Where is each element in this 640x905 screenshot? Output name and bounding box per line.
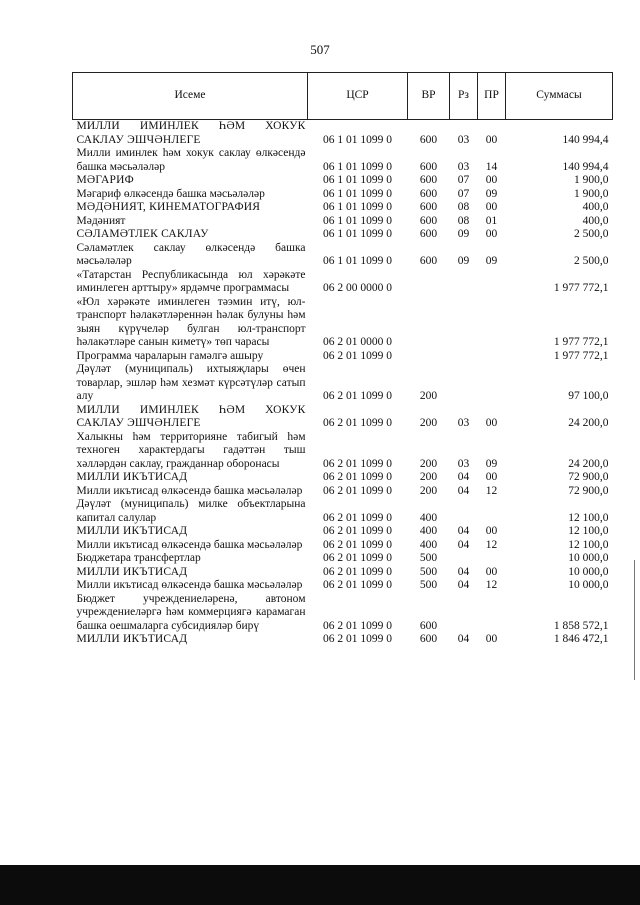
table-row [73,201,613,215]
cell-pr [478,498,506,525]
table-row [73,188,613,202]
scan-bottom-border [0,865,640,905]
cell-pr: 00 [485,633,498,645]
cell-vr: 400 [419,525,438,537]
cell-pr [478,363,506,404]
cell-pr: 00 [485,565,498,578]
cell-name: МИЛЛИ ИКЪТИСАД [76,525,188,537]
cell-sum: 10 000,0 [568,565,609,578]
cell-sum: 1 977 772,1 [553,336,609,348]
cell-rz [450,552,478,566]
cell-sum: 1 900,0 [574,187,609,200]
cell-csr: 06 2 01 1099 0 [323,579,392,591]
table-row [73,579,613,593]
cell-vr: 200 [419,390,438,402]
cell-name: Сәламәтлек саклау өлкәсендә башка мәсьәләләр [76,241,306,267]
cell-vr: 200 [419,484,438,497]
cell-sum: 140 994,4 [562,160,609,173]
header-rz: Рз [450,73,478,120]
cell-rz: 04 [457,484,470,497]
cell-sum: 2 500,0 [574,228,609,240]
cell-vr: 200 [419,457,438,470]
cell-rz: 04 [457,525,470,537]
cell-rz: 03 [457,417,470,429]
cell-sum: 24 200,0 [568,457,609,470]
cell-sum: 400,0 [582,201,609,213]
table-row [73,539,613,553]
page-number: 507 [310,42,330,57]
cell-csr: 06 1 01 1099 0 [323,187,392,200]
cell-vr: 600 [419,619,438,632]
cell-pr: 09 [485,187,498,200]
cell-sum: 1 900,0 [574,174,609,186]
cell-pr: 12 [485,538,498,551]
cell-csr: 06 1 01 1099 0 [323,228,392,240]
cell-name: Халыкны һәм территорияне табигый һәм техноген характердагы гадәттән тыш хәлләрдән саклау, гражданнар оборонасы [76,430,306,470]
cell-vr: 600 [419,201,438,213]
table-row [73,363,613,404]
cell-sum: 1 858 572,1 [553,619,609,632]
cell-name: «Татарстан Республикасында юл хәрәкәте иминлеген арттыру» ярдәмче программасы [76,268,306,294]
table-row [73,498,613,525]
cell-sum: 1 977 772,1 [553,349,609,362]
header-pr: ПР [478,73,506,120]
cell-rz [450,363,478,404]
cell-name: МӘДӘНИЯТ, КИНЕМАТОГРАФИЯ [76,201,261,213]
cell-pr [478,552,506,566]
cell-name: Мәдәният [76,214,126,227]
cell-sum: 72 900,0 [568,471,609,483]
cell-rz: 04 [457,633,470,645]
cell-vr: 600 [419,160,438,173]
cell-pr: 00 [485,201,498,213]
table-row [73,566,613,580]
cell-rz: 09 [457,228,470,240]
cell-vr: 400 [419,538,438,551]
cell-sum: 12 100,0 [568,511,609,524]
cell-name: Дәүләт (муниципаль) милке объектларына капитал салулар [76,498,306,524]
cell-pr: 12 [485,484,498,497]
table-row [73,147,613,174]
table-row [73,404,613,431]
cell-rz [450,593,478,634]
cell-csr: 06 1 01 1099 0 [323,201,392,213]
cell-name: «Юл хәрәкәте иминлеген тәэмин итү, юл-транспорт һәлакәтләреннән һәлак булуны һәм зыян күрүчеләр булган юл-транспорт һәлакәтләре санын киметү» төп чарасы [76,295,306,348]
table-row [73,269,613,296]
cell-rz [450,350,478,364]
cell-sum: 400,0 [582,214,609,227]
cell-rz: 07 [457,174,470,186]
cell-name: Бюджет учреждениеләренә, автоном учреждениеләргә һәм коммерциягә карамаган башка оешмаларга субсидияләр бирү [76,592,306,632]
table-row [73,471,613,485]
scan-edge-mark [634,560,635,680]
header-name: Исеме [73,73,308,120]
cell-rz [450,498,478,525]
cell-csr: 06 1 01 1099 0 [323,160,392,173]
cell-pr [478,350,506,364]
cell-sum: 2 500,0 [574,255,609,267]
cell-rz [450,269,478,296]
cell-vr: 500 [419,552,438,564]
cell-rz: 08 [457,214,470,227]
table-row [73,174,613,188]
cell-name: МӘГАРИФ [76,174,134,186]
cell-pr: 00 [485,417,498,429]
cell-name: МИЛЛИ ИКЪТИСАД [76,565,188,578]
cell-sum: 1 977 772,1 [553,282,609,294]
cell-pr: 00 [485,133,498,146]
table-row [73,431,613,472]
cell-name: Дәүләт (муниципаль) ихтыяҗлары өчен товарлар, эшләр һәм хезмәт күрсәтүләр сатып алу [76,363,306,402]
cell-csr: 06 2 01 0000 0 [323,336,392,348]
table-row [73,525,613,539]
cell-vr [408,350,450,364]
cell-vr: 500 [419,579,438,591]
table-body [73,120,613,647]
cell-name: МИЛЛИ ИКЪТИСАД [76,633,188,645]
cell-name: Мәгариф өлкәсендә башка мәсьәләләр [76,187,265,200]
cell-pr [478,296,506,350]
cell-rz: 03 [457,457,470,470]
cell-rz [450,296,478,350]
cell-rz: 09 [457,255,470,267]
cell-vr [408,296,450,350]
cell-name: Бюджетара трансфертлар [76,552,201,564]
cell-vr: 600 [419,133,438,146]
cell-sum: 1 846 472,1 [553,633,609,645]
cell-csr: 06 2 01 1099 0 [323,457,392,470]
cell-vr: 600 [419,174,438,186]
header-vr: ВР [408,73,450,120]
table-row [73,296,613,350]
cell-pr: 00 [485,174,498,186]
cell-name: МИЛЛИ ИКЪТИСАД [76,471,188,483]
cell-vr: 600 [419,633,438,645]
cell-sum: 24 200,0 [568,417,609,429]
cell-rz: 08 [457,201,470,213]
cell-csr: 06 1 01 1099 0 [323,174,392,186]
cell-rz: 04 [457,565,470,578]
cell-rz: 07 [457,187,470,200]
cell-name: СӘЛАМӘТЛЕК САКЛАУ [76,228,209,240]
cell-vr: 600 [419,255,438,267]
header-csr: ЦСР [308,73,408,120]
cell-csr: 06 2 01 1099 0 [323,552,392,564]
table-row [73,120,613,148]
cell-pr: 00 [485,525,498,537]
cell-name: Программа чараларын гамәлгә ашыру [76,349,264,362]
cell-rz: 03 [457,160,470,173]
cell-sum: 12 100,0 [568,538,609,551]
cell-vr: 400 [419,511,438,524]
cell-csr: 06 1 01 1099 0 [323,255,392,267]
cell-csr: 06 2 01 1099 0 [323,349,392,362]
cell-vr [408,269,450,296]
table-row [73,593,613,634]
cell-csr: 06 2 01 1099 0 [323,525,392,537]
cell-pr: 09 [485,457,498,470]
table-row [73,228,613,242]
table-row [73,350,613,364]
cell-sum: 10 000,0 [568,552,609,564]
table-row [73,633,613,647]
cell-csr: 06 2 01 1099 0 [323,471,392,483]
cell-csr: 06 2 01 1099 0 [323,565,392,578]
cell-name: Милли иминлек һәм хокук саклау өлкәсендә башка мәсьәләләр [76,147,306,173]
cell-sum: 10 000,0 [568,579,609,591]
cell-vr: 200 [419,417,438,429]
cell-pr: 09 [485,255,498,267]
cell-csr: 06 2 01 1099 0 [323,511,392,524]
cell-csr: 06 2 01 1099 0 [323,484,392,497]
cell-name: Милли икътисад өлкәсендә башка мәсьәләләр [76,579,303,591]
cell-name: МИЛЛИ ИМИНЛЕК ҺӘМ ХОКУК САКЛАУ ЭШЧӘНЛЕГЕ [76,120,306,146]
cell-pr: 12 [485,579,498,591]
cell-sum: 140 994,4 [562,133,609,146]
cell-name: Милли икътисад өлкәсендә башка мәсьәләләр [76,484,303,497]
cell-vr: 500 [419,565,438,578]
cell-pr: 01 [485,214,498,227]
cell-sum: 97 100,0 [568,390,609,402]
cell-vr: 600 [419,228,438,240]
table-row [73,242,613,269]
cell-csr: 06 1 01 1099 0 [323,133,392,146]
cell-csr: 06 2 01 1099 0 [323,538,392,551]
cell-rz: 04 [457,471,470,483]
cell-rz: 04 [457,579,470,591]
cell-pr [478,593,506,634]
cell-csr: 06 2 01 1099 0 [323,633,392,645]
cell-pr: 14 [485,160,498,173]
cell-pr [478,269,506,296]
cell-vr: 600 [419,214,438,227]
cell-csr: 06 2 01 1099 0 [323,619,392,632]
cell-name: Милли икътисад өлкәсендә башка мәсьәләләр [76,538,303,551]
table-header-row [73,73,613,120]
table-row [73,552,613,566]
header-sum: Суммасы [506,73,613,120]
cell-vr: 200 [419,471,438,483]
cell-sum: 72 900,0 [568,484,609,497]
cell-csr: 06 1 01 1099 0 [323,214,392,227]
cell-csr: 06 2 01 1099 0 [323,390,392,402]
cell-pr: 00 [485,471,498,483]
cell-sum: 12 100,0 [568,525,609,537]
cell-rz: 03 [457,133,470,146]
cell-rz: 04 [457,538,470,551]
table-row [73,215,613,229]
budget-table-container [72,72,612,647]
cell-pr: 00 [485,228,498,240]
cell-name: МИЛЛИ ИМИНЛЕК ҺӘМ ХОКУК САКЛАУ ЭШЧӘНЛЕГЕ [76,403,306,429]
budget-table [72,72,613,647]
cell-csr: 06 2 00 0000 0 [323,282,392,294]
cell-vr: 600 [419,187,438,200]
table-row [73,485,613,499]
cell-csr: 06 2 01 1099 0 [323,417,392,429]
